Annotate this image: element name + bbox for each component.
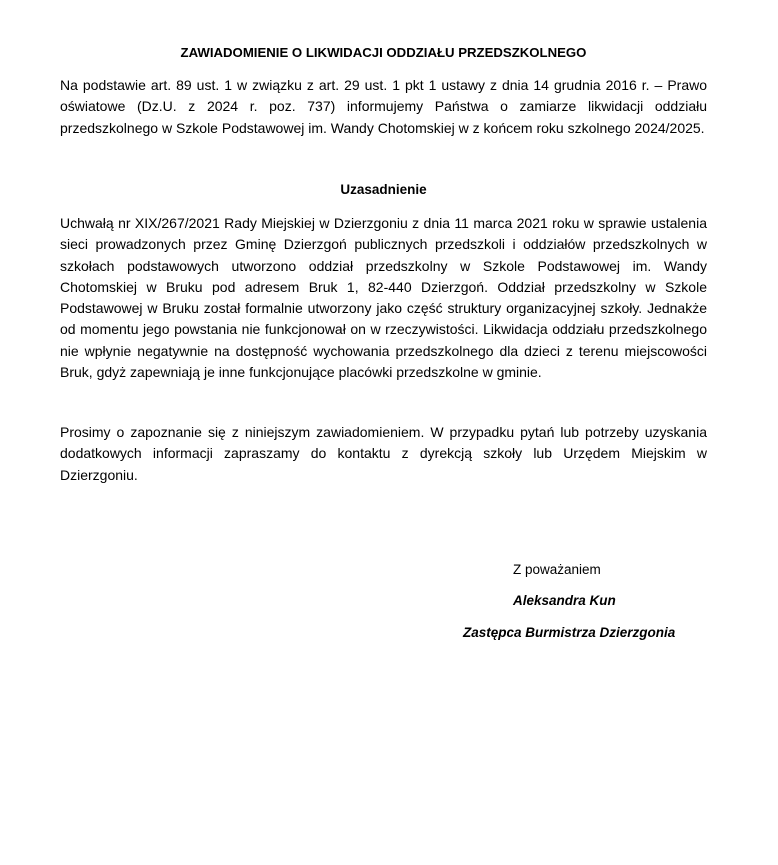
document-title: ZAWIADOMIENIE O LIKWIDACJI ODDZIAŁU PRZEDSZKOLNEGO [180,45,587,60]
signer-title: Zastępca Burmistrza Dzierzgonia [463,625,676,640]
contact-paragraph: Prosimy o zapoznanie się z niniejszym zawiadomieniem. W przypadku pytań lub potrzeby uzyskania dodatkowych informacji zapraszamy do kontaktu z dyrekcją szkoły lub Urzędem Miejskim w Dzierzgoniu. [60,424,707,483]
justification-heading: Uzasadnienie [340,182,427,197]
intro-paragraph: Na podstawie art. 89 ust. 1 w związku z art. 29 ust. 1 pkt 1 ustawy z dnia 14 grudnia 2016 r. – Prawo oświatowe (Dz.U. z 2024 r. poz. 737) informujemy Państwa o zamiarze likwidacji oddziału przedszkolnego w Szkole Podstawowej im. Wandy Chotomskiej w z końcem roku szkolnego 2024/2025. [60,77,707,136]
justification-paragraph: Uchwałą nr XIX/267/2021 Rady Miejskiej w Dzierzgoniu z dnia 11 marca 2021 roku w sprawie ustalenia sieci prowadzonych przez Gminę Dzierzgoń publicznych przedszkoli i oddziałów przedszkolnych w szkołach podstawowych utworzono oddział przedszkolny w Szkole Podstawowej im. Wandy Chotomskiej w Bruku pod adresem Bruk 1, 82-440 Dzierzgoń. Oddział przedszkolny w Szkole Podstawowej w Bruku został formalnie utworzony jako część struktury organizacyjnej szkoły. Jednakże od momentu jego powstania nie funkcjonował on w rzeczywistości. Likwidacja oddziału przedszkolnego nie wpłynie negatywnie na dostępność wychowania przedszkolnego dla dzieci z terenu miejscowości Bruk, gdyż zapewniają je inne funkcjonujące placówki przedszkolne w gminie. [60,215,707,381]
closing-salutation: Z poważaniem [513,562,601,577]
signer-name: Aleksandra Kun [513,593,616,608]
